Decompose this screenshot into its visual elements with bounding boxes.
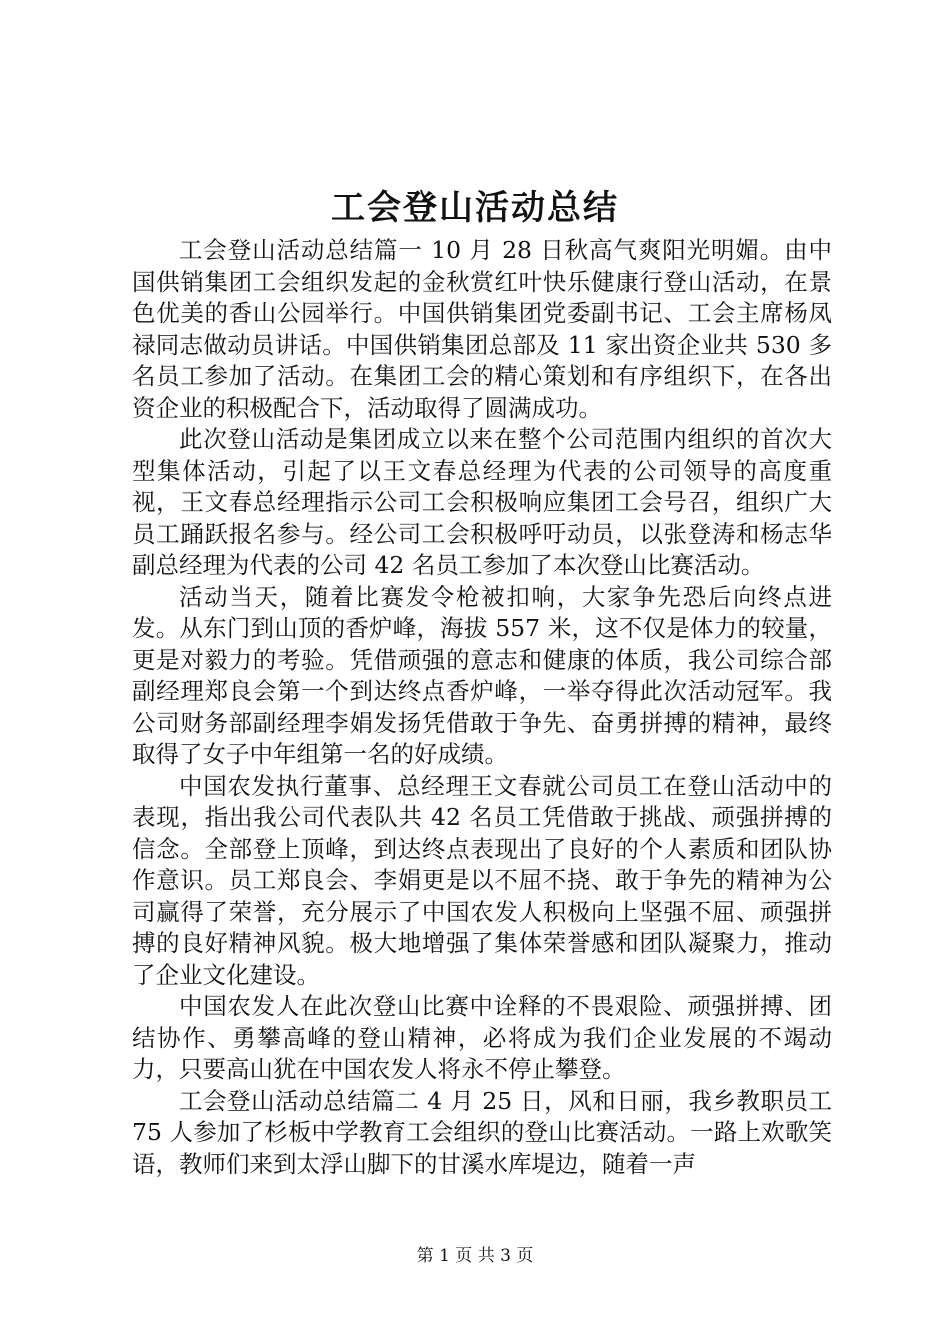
- document-title: 工会登山活动总结: [331, 188, 619, 228]
- paragraph-1: 工会登山活动总结篇一 10 月 28 日秋高气爽阳光明媚。由中国供销集团工会组织发起的金秋赏红叶快乐健康行登山活动，在景色优美的香山公园举行。中国供销集团党委副书记、工会主席杨凤禄同志做动员讲话。中国供销集团总部及 11 家出资企业共 530 多名员工参加了活动。在集团工会的精心策划和有序组织下，在各出资企业的积极配合下，活动取得了圆满成功。: [132, 236, 832, 422]
- paragraph-5: 中国农发人在此次登山比赛中诠释的不畏艰险、顽强拼搏、团结协作、勇攀高峰的登山精神，必将成为我们企业发展的不竭动力，只要高山犹在中国农发人将永不停止攀登。: [132, 992, 832, 1083]
- page-footer: 第 1 页 共 3 页: [416, 1246, 534, 1266]
- paragraph-2: 此次登山活动是集团成立以来在整个公司范围内组织的首次大型集体活动，引起了以王文春总经理为代表的公司领导的高度重视，王文春总经理指示公司工会积极响应集团工会号召，组织广大员工踊跃报名参与。经公司工会积极呼吁动员，以张登涛和杨志华副总经理为代表的公司 42 名员工参加了本次登山比赛活动。: [132, 425, 832, 579]
- document-body: [132, 235, 832, 1180]
- paragraph-4: 中国农发执行董事、总经理王文春就公司员工在登山活动中的表现，指出我公司代表队共 42 名员工凭借敢于挑战、顽强拼搏的信念。全部登上顶峰，到达终点表现出了良好的个人素质和团队协作意识。员工郑良会、李娟更是以不屈不挠、敢于争先的精神为公司赢得了荣誉，充分展示了中国农发人积极向上坚强不屈、顽强拼搏的良好精神风貌。极大地增强了集体荣誉感和团队凝聚力，推动了企业文化建设。: [132, 771, 832, 989]
- paragraph-3: 活动当天，随着比赛发令枪被扣响，大家争先恐后向终点进发。从东门到山顶的香炉峰，海拔 557 米，这不仅是体力的较量，更是对毅力的考验。凭借顽强的意志和健康的体质，我公司综合部副经理郑良会第一个到达终点香炉峰，一举夺得此次活动冠军。我公司财务部副经理李娟发扬凭借敢于争先、奋勇拼搏的精神，最终取得了女子中年组第一名的好成绩。: [132, 582, 832, 768]
- paragraph-6: 工会登山活动总结篇二 4 月 25 日，风和日丽，我乡教职员工 75 人参加了杉板中学教育工会组织的登山比赛活动。一路上欢歌笑语，教师们来到太浮山脚下的甘溪水库堤边，随着一声: [132, 1086, 832, 1178]
